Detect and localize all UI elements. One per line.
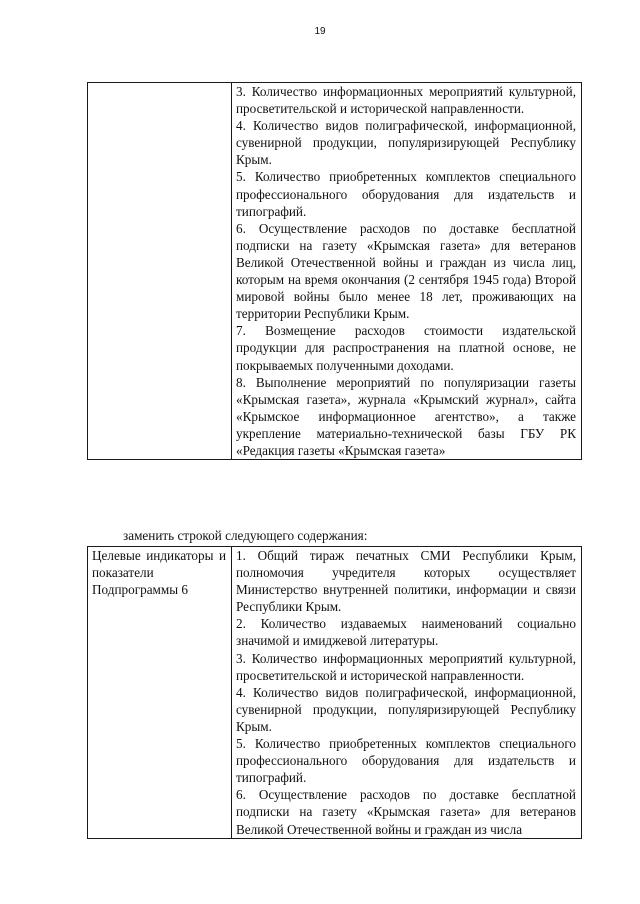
list-item: 2. Количество издаваемых наименований социально значимой и имиджевой литературы. — [236, 616, 576, 649]
list-item: 5. Количество приобретенных комплектов специального профессионального оборудования для издательств и типографий. — [236, 169, 576, 219]
list-item: 4. Количество видов полиграфической, информационной, сувенирной продукции, популяризирующей Республику Крым. — [236, 684, 576, 734]
list-item: 3. Количество информационных мероприятий культурной, просветительской и исторической направленности. — [236, 650, 576, 683]
list-item: 1. Общий тираж печатных СМИ Республики Крым, полномочия учредителя которых осуществляет Министерство внутренней политики, информации и связи Республики Крым. — [236, 548, 576, 615]
list-item: 3. Количество информационных мероприятий культурной, просветительской и исторической направленности. — [236, 84, 576, 117]
list-item: 6. Осуществление расходов по доставке бесплатной подписки на газету «Крымская газета» для ветеранов Великой Отечественной войны и граждан из числа лиц, которым на время окончания (2 сентября 1945 года) Второй мировой войны было менее 18 лет, проживающих на территории Республики Крым. — [236, 220, 576, 322]
indicators-label-cell: Целевые индикаторы и показатели Подпрограммы 6 — [88, 547, 232, 839]
list-item: 6. Осуществление расходов по доставке бесплатной подписки на газету «Крымская газета» для ветеранов Великой Отечественной войны и граждан из числа — [236, 787, 576, 837]
indicators-table-new — [87, 546, 582, 839]
table-row — [88, 547, 582, 839]
right-cell-items — [232, 547, 582, 839]
list-item: 4. Количество видов полиграфической, информационной, сувенирной продукции, популяризирующей Республику Крым. — [236, 118, 576, 168]
list-item: 8. Выполнение мероприятий по популяризации газеты «Крымская газета», журнала «Крымский журнал», сайта «Крымское информационное агентство», а также укрепление материально-технической базы ГБУ РК «Редакция газеты «Крымская газета» — [236, 374, 576, 458]
list-item: 5. Количество приобретенных комплектов специального профессионального оборудования для издательств и типографий. — [236, 736, 576, 786]
list-item: 7. Возмещение расходов стоимости издательской продукции для распространения на платной основе, не покрываемых полученными доходами. — [236, 323, 576, 373]
replace-instruction: заменить строкой следующего содержания: — [123, 528, 368, 543]
page-number: 19 — [314, 26, 326, 37]
